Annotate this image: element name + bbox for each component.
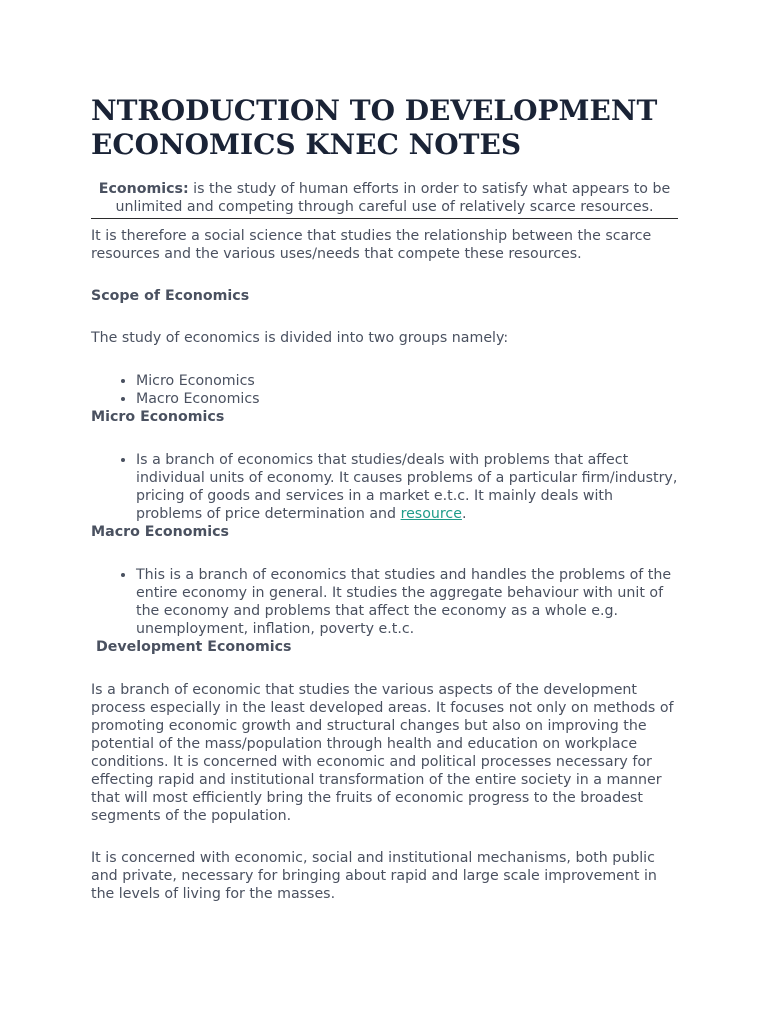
scope-heading: Scope of Economics (91, 288, 250, 304)
development-heading: Development Economics (96, 639, 292, 655)
micro-text: Is a branch of economics that studies/deals with problems that affect individual units of economy. It causes problems of a particular firm/industry, pricing of goods and services in a market e.t.c. It mainly deals with problems of price determination and (136, 452, 678, 522)
micro-after-link: . (461, 506, 467, 522)
definition-term: Economics: (98, 181, 189, 197)
list-item (136, 451, 678, 523)
development-paragraph-1: Is a branch of economic that studies the various aspects of the development process especially in the least developed areas. It focuses not only on methods of promoting economic growth and structural changes but also on improving the potential of the mass/population through health and education on workplace conditions. It is concerned with economic and political processes necessary for effecting rapid and institutional transformation of the entire society in a manner that will most efficiently bring the fruits of economic progress to the broadest segments of the population. (91, 682, 674, 824)
definition-text: is the study of human efforts in order to satisfy what appears to be unlimited and competing through careful use of relatively scarce resources. (115, 181, 671, 215)
resource-link[interactable]: resource (400, 506, 462, 522)
scope-list (91, 372, 678, 408)
document-page (91, 94, 678, 903)
micro-heading: Micro Economics (91, 409, 225, 425)
scope-lead: The study of economics is divided into two groups namely: (91, 330, 509, 346)
list-item: • Macro Economics (136, 390, 678, 408)
document-title: NTRODUCTION TO DEVELOPMENT ECONOMICS KNEC NOTES (91, 94, 658, 161)
definition-block (91, 180, 678, 219)
intro-paragraph: It is therefore a social science that studies the relationship between the scarce resources and the various uses/needs that compete these resources. (91, 228, 652, 262)
list-item: • This is a branch of economics that studies and handles the problems of the entire economy in general. It studies the aggregate behaviour with unit of the economy and problems that affect the economy as a whole e.g. unemployment, inflation, poverty e.t.c. (136, 566, 678, 638)
macro-heading: Macro Economics (91, 524, 229, 540)
development-paragraph-2: It is concerned with economic, social and institutional mechanisms, both public and private, necessary for bringing about rapid and large scale improvement in the levels of living for the masses. (91, 850, 657, 902)
list-item: • Micro Economics (136, 372, 678, 390)
micro-list (91, 451, 678, 523)
macro-list (91, 566, 678, 638)
